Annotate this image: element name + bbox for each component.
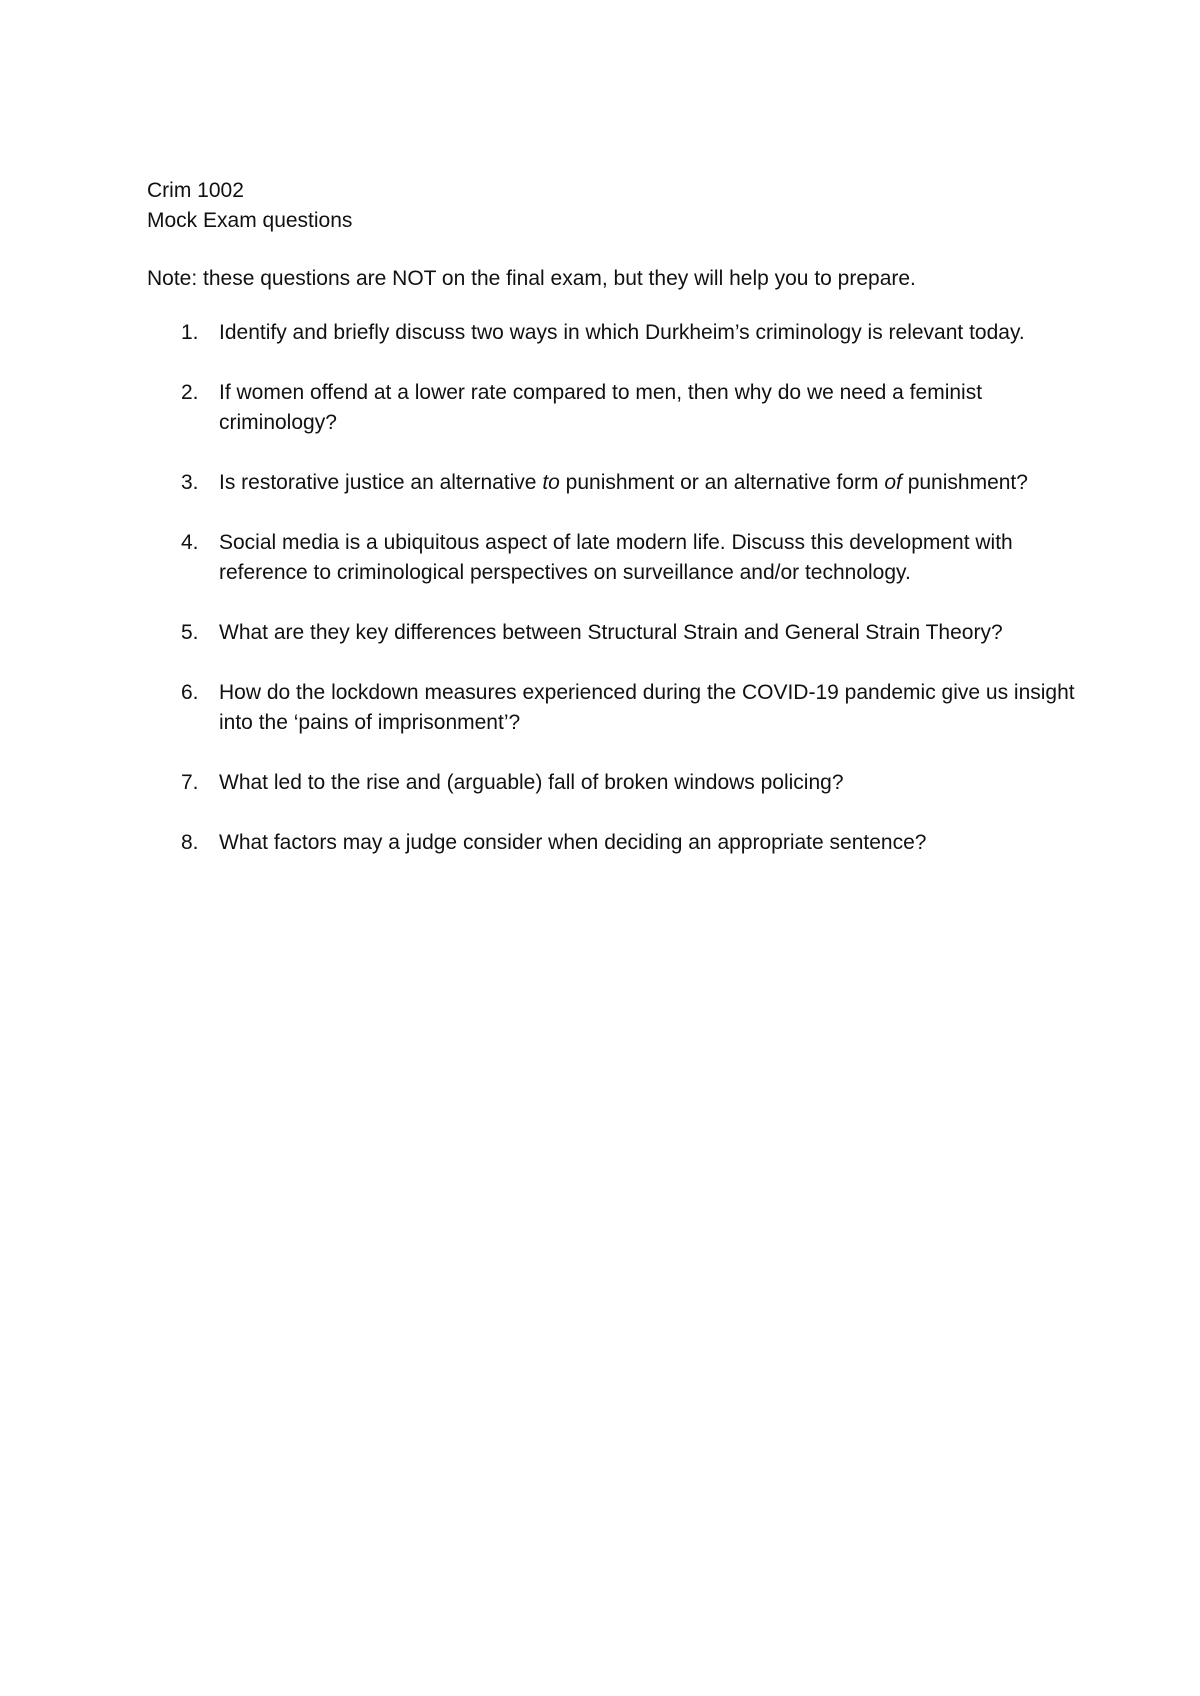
question-number: 2. [181,381,199,404]
question-item [147,528,1077,588]
question-text [219,468,1077,498]
question-number: 4. [181,531,199,554]
course-code: Crim 1002 [147,179,244,202]
question-text-italic: to [542,471,560,494]
question-text: If women offend at a lower rate compared to men, then why do we need a feminist criminology? [219,381,983,434]
question-text: What are they key differences between Structural Strain and General Strain Theory? [219,621,1003,644]
question-number: 7. [181,771,199,794]
document-body [147,176,1077,888]
question-text-part: punishment or an alternative form [559,471,885,494]
question-text: Identify and briefly discuss two ways in which Durkheim’s criminology is relevant today. [219,321,1025,344]
question-text: Social media is a ubiquitous aspect of late modern life. Discuss this development with reference to criminological perspectives on surveillance and/or technology. [219,531,1013,584]
question-item [147,318,1077,348]
exam-note: Note: these questions are NOT on the final exam, but they will help you to prepare. [147,267,916,290]
question-text-part: punishment? [901,471,1028,494]
question-item [147,828,1077,858]
question-item [147,678,1077,738]
question-number: 8. [181,831,199,854]
question-item [147,468,1077,498]
question-text: How do the lockdown measures experienced during the COVID-19 pandemic give us insight into the ‘pains of imprisonment’? [219,681,1075,734]
document-subtitle: Mock Exam questions [147,209,353,232]
question-text: What led to the rise and (arguable) fall of broken windows policing? [219,771,844,794]
question-number: 5. [181,621,199,644]
question-text-part: Is restorative justice an alternative [219,471,543,494]
question-number: 1. [181,321,199,344]
question-item [147,378,1077,438]
question-text-italic: of [884,471,902,494]
question-text: What factors may a judge consider when deciding an appropriate sentence? [219,831,927,854]
question-item [147,768,1077,798]
question-item [147,618,1077,648]
question-list [147,318,1077,858]
question-number: 3. [181,471,199,494]
question-number: 6. [181,681,199,704]
